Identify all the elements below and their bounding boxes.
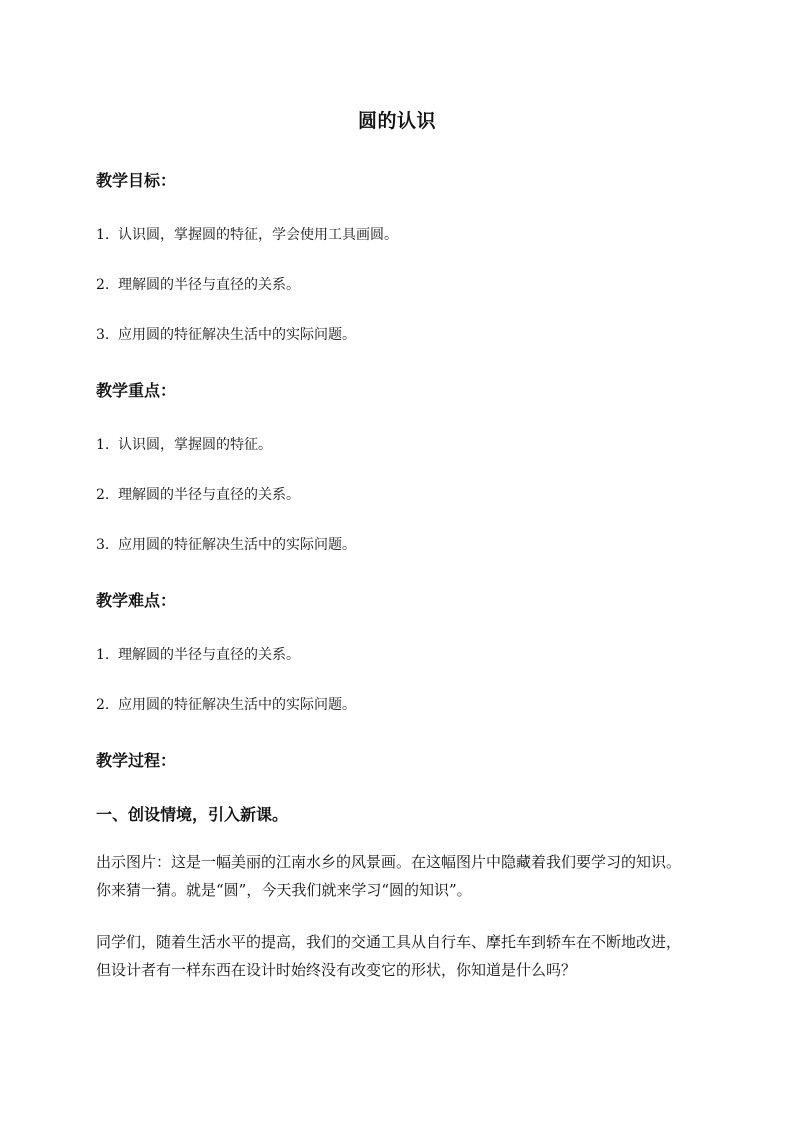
objectives-heading: 教学目标：: [96, 171, 177, 190]
list-item-text: 应用圆的特征解决生活中的实际问题。: [118, 327, 356, 343]
list-item: [96, 484, 300, 504]
list-item: [96, 694, 356, 714]
page-title: 圆的认识: [357, 110, 436, 132]
paragraph-line: 同学们，随着生活水平的提高，我们的交通工具从自行车、摩托车到轿车在不断地改进，: [96, 933, 682, 951]
paragraph-line: 你来猜一猜。就是“圆”，今天我们就来学习“圆的知识”。: [96, 881, 472, 899]
list-item: [96, 274, 300, 294]
list-item-number: 3.: [96, 327, 110, 343]
list-item-text: 理解圆的半径与直径的关系。: [118, 277, 300, 293]
list-item-text: 应用圆的特征解决生活中的实际问题。: [118, 537, 356, 553]
list-item: [96, 434, 272, 454]
list-item: [96, 324, 356, 344]
list-item-number: 2.: [96, 487, 110, 503]
list-item-number: 2.: [96, 277, 110, 293]
section-heading: 一、创设情境，引入新课。: [96, 805, 289, 824]
paragraph-line: 但设计者有一样东西在设计时始终没有改变它的形状，你知道是什么吗？: [96, 961, 577, 979]
list-item-number: 1.: [96, 437, 110, 453]
list-item-number: 1.: [96, 647, 110, 663]
list-item-number: 3.: [96, 537, 110, 553]
list-item-text: 应用圆的特征解决生活中的实际问题。: [118, 697, 356, 713]
paragraph: [96, 928, 708, 984]
difficulties-heading: 教学难点：: [96, 591, 177, 610]
paragraph-line: 出示图片：这是一幅美丽的江南水乡的风景画。在这幅图片中隐藏着我们要学习的知识。: [96, 853, 682, 871]
list-item-number: 2.: [96, 697, 110, 713]
list-item-number: 1.: [96, 227, 110, 243]
list-item-text: 理解圆的半径与直径的关系。: [118, 647, 300, 663]
key-points-heading: 教学重点：: [96, 381, 177, 400]
list-item: [96, 224, 398, 244]
list-item-text: 认识圆，掌握圆的特征。: [118, 437, 272, 453]
list-item: [96, 644, 300, 664]
paragraph: [96, 848, 708, 904]
list-item: [96, 534, 356, 554]
list-item-text: 认识圆，掌握圆的特征，学会使用工具画圆。: [118, 227, 398, 243]
list-item-text: 理解圆的半径与直径的关系。: [118, 487, 300, 503]
process-heading: 教学过程：: [96, 751, 177, 770]
